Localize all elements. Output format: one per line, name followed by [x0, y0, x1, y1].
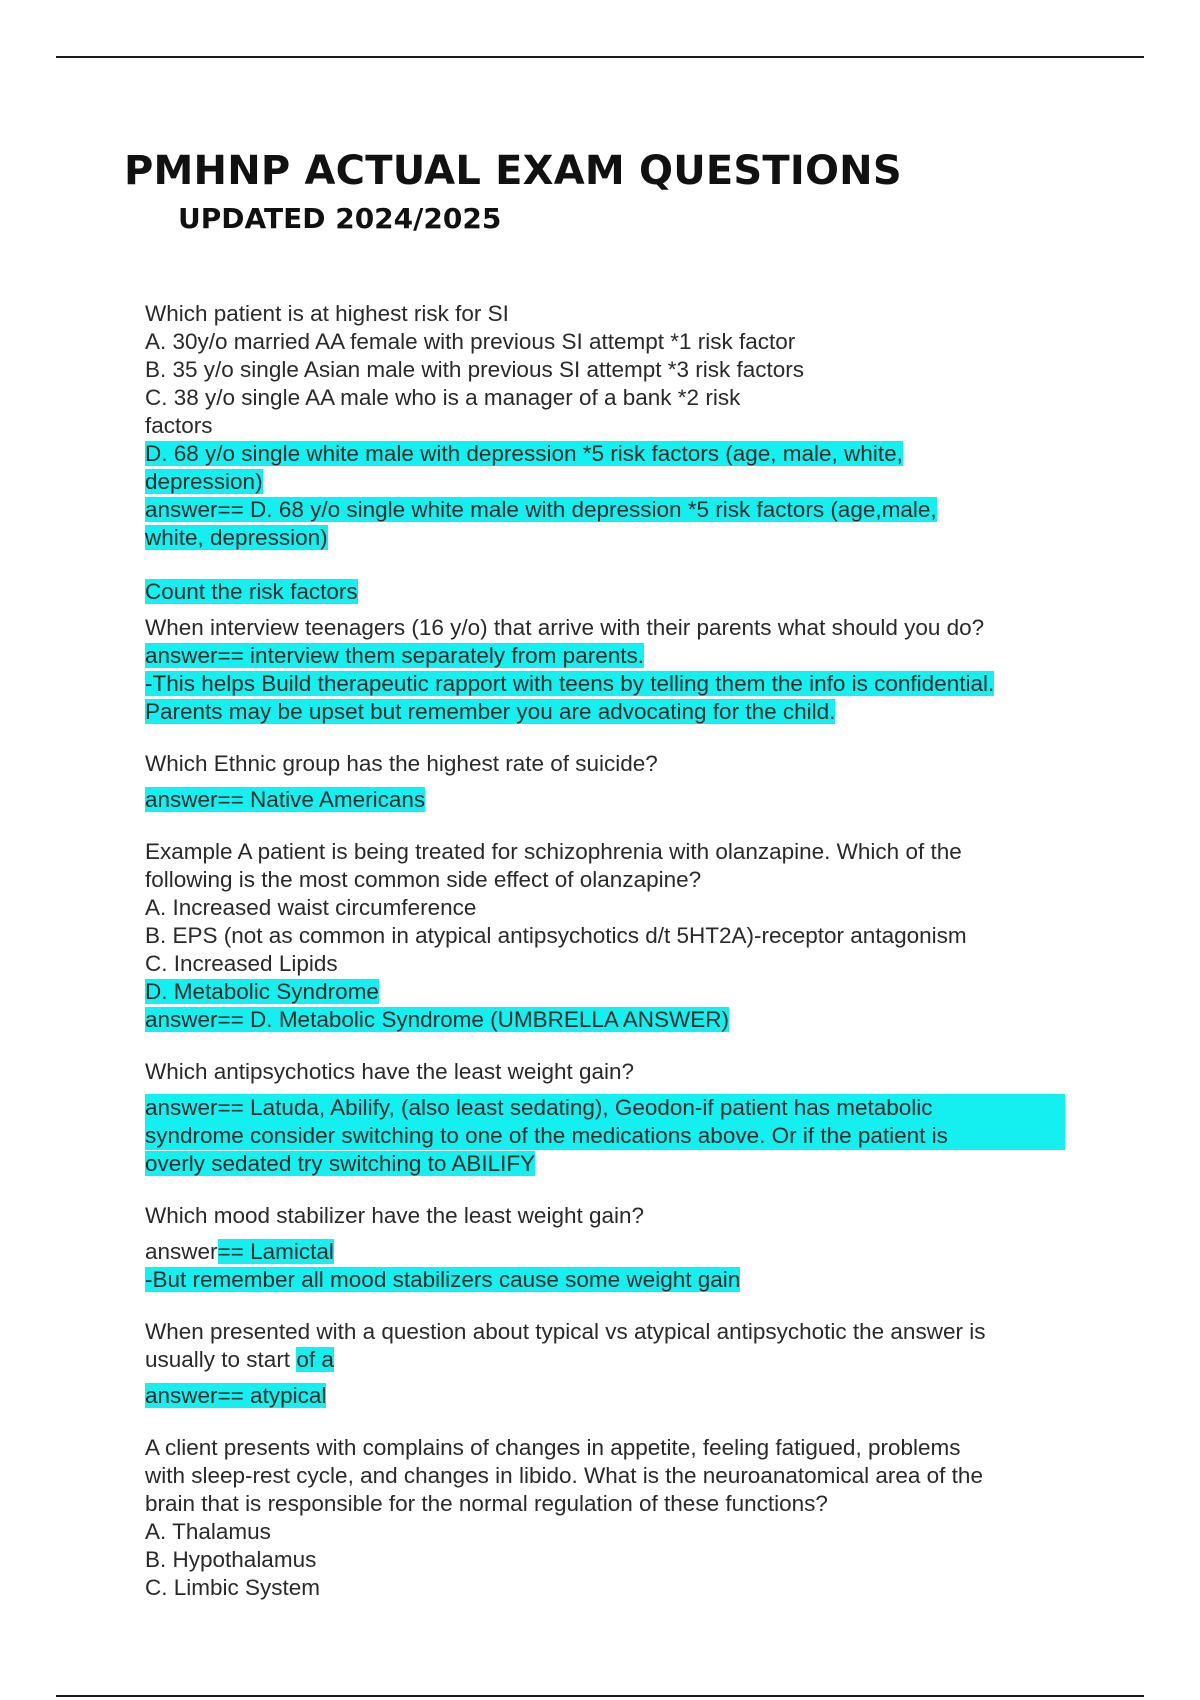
answer-prefix: answer	[145, 1239, 218, 1264]
answer-text: answer== Native Americans	[145, 787, 426, 812]
question-text: Example A patient is being treated for schizophrenia with olanzapine. Which of the	[145, 839, 962, 864]
answer-continued: white, depression)	[145, 525, 328, 550]
question-block-3	[145, 750, 1065, 814]
option-d-highlighted: D. Metabolic Syndrome	[145, 979, 379, 1004]
option-d-highlighted: D. 68 y/o single white male with depression *5 risk factors (age, male, white,	[145, 441, 903, 466]
option-c-continued: factors	[145, 413, 213, 438]
option-a: A. 30y/o married AA female with previous SI attempt *1 risk factor	[145, 329, 796, 354]
question-block-7	[145, 1318, 1065, 1410]
question-text-continued: with sleep-rest cycle, and changes in libido. What is the neuroanatomical area of the	[145, 1463, 983, 1488]
option-b: B. EPS (not as common in atypical antipsychotics d/t 5HT2A)-receptor antagonism	[145, 923, 967, 948]
question-text-continued: usually to start	[145, 1347, 297, 1372]
question-block-2	[145, 614, 1065, 726]
answer-note: Count the risk factors	[145, 579, 358, 604]
question-text-continued: following is the most common side effect of olanzapine?	[145, 867, 702, 892]
explanation-part-1: -This helps Build therapeutic rapport with teens by	[145, 671, 651, 696]
answer-text: answer== Latuda, Abilify, (also least sedating), Geodon-if patient has metabolic	[145, 1095, 933, 1120]
question-block-4	[145, 838, 1065, 1034]
option-a: A. Thalamus	[145, 1519, 271, 1544]
explanation-text: -But remember all mood stabilizers cause some weight gain	[145, 1267, 741, 1292]
answer-continued: syndrome consider switching to one of the medications above. Or if the patient is	[145, 1123, 948, 1148]
answer-text: answer== D. 68 y/o single white male with depression *5 risk factors (age,male,	[145, 497, 937, 522]
question-text-highlighted: of a	[296, 1347, 334, 1372]
question-text: Which patient is at highest risk for SI	[145, 301, 509, 326]
question-text: Which antipsychotics have the least weight gain?	[145, 1059, 635, 1084]
question-text: A client presents with complains of changes in appetite, feeling fatigued, problems	[145, 1435, 961, 1460]
answer-continued-2: overly sedated try switching to ABILIFY	[145, 1151, 536, 1176]
answer-text: == Lamictal	[217, 1239, 334, 1264]
bottom-rule	[56, 1695, 1144, 1697]
explanation-part-2: telling them the info is confidential.	[650, 671, 995, 696]
option-b: B. 35 y/o single Asian male with previous SI attempt *3 risk factors	[145, 357, 805, 382]
question-text: Which mood stabilizer have the least weight gain?	[145, 1203, 645, 1228]
question-list	[145, 300, 1065, 1602]
explanation-line-2: Parents may be upset but remember you are advocating for the child.	[145, 699, 836, 724]
question-text-continued-2: brain that is responsible for the normal regulation of these functions?	[145, 1491, 828, 1516]
option-c: C. Increased Lipids	[145, 951, 338, 976]
question-block-8	[145, 1434, 1065, 1602]
document-subtitle: UPDATED 2024/2025	[178, 202, 502, 235]
top-rule	[56, 56, 1144, 58]
option-a: A. Increased waist circumference	[145, 895, 477, 920]
question-block-6	[145, 1202, 1065, 1294]
answer-text: answer== atypical	[145, 1383, 327, 1408]
option-c: C. 38 y/o single AA male who is a manager of a bank *2 risk	[145, 385, 741, 410]
question-text: When presented with a question about typical vs atypical antipsychotic the answer is	[145, 1319, 986, 1344]
question-text: Which Ethnic group has the highest rate of suicide?	[145, 751, 658, 776]
answer-text: answer== D. Metabolic Syndrome (UMBRELLA ANSWER)	[145, 1007, 729, 1032]
answer-text: answer== interview them separately from parents.	[145, 643, 644, 668]
question-block-1	[145, 300, 1065, 606]
option-b: B. Hypothalamus	[145, 1547, 317, 1572]
document-title: PMHNP ACTUAL EXAM QUESTIONS	[124, 148, 902, 194]
question-text: When interview teenagers (16 y/o) that arrive with their parents what should you do?	[145, 615, 985, 640]
option-c: C. Limbic System	[145, 1575, 321, 1600]
question-block-5	[145, 1058, 1065, 1178]
option-d-continued: depression)	[145, 469, 263, 494]
